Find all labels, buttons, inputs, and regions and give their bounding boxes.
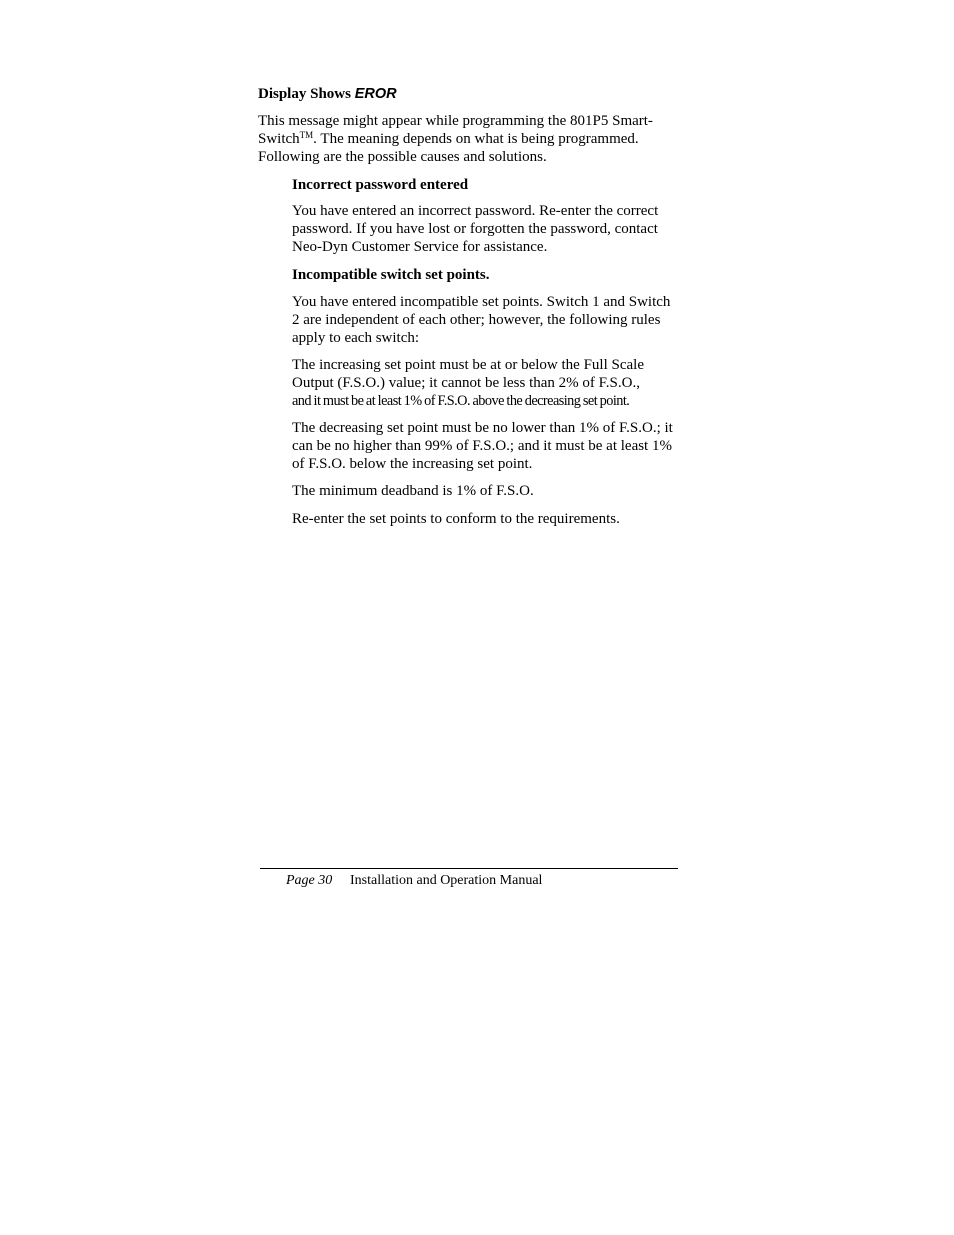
trademark-mark: TM [299, 130, 314, 140]
increasing-rule-text-condensed: and it must be at least 1% of F.S.O. above the decreasing set point. [292, 393, 630, 409]
footer-page-number: Page 30 [286, 873, 333, 888]
footer-divider [260, 868, 678, 869]
deadband-rule-paragraph: The minimum deadband is 1% of F.S.O. [292, 483, 534, 499]
cause-heading-set-points: Incompatible switch set points. [292, 267, 490, 283]
increasing-rule-paragraph [292, 356, 677, 410]
footer-manual-title: Installation and Operation Manual [350, 873, 543, 888]
intro-text-start: This message might appear while programming the 801P5 Smart-Switch [258, 113, 653, 147]
error-code: EROR [354, 86, 397, 102]
decreasing-rule-paragraph: The decreasing set point must be no lower than 1% of F.S.O.; it can be no higher than 99% of F.S.O.; and it must be at least 1% of F.S.O. below the increasing set point. [292, 420, 673, 472]
password-paragraph: You have entered an incorrect password. Re-enter the correct password. If you have lost or forgotten the password, contact Neo-Dyn Customer Service for assistance. [292, 203, 659, 255]
reenter-instruction-paragraph: Re-enter the set points to conform to the requirements. [292, 511, 620, 527]
section-heading [258, 85, 397, 103]
cause-heading-password: Incorrect password entered [292, 177, 469, 193]
section-heading-prefix: Display Shows [258, 86, 355, 102]
set-points-intro-paragraph: You have entered incompatible set points. Switch 1 and Switch 2 are independent of each other; however, the following rules apply to each switch: [292, 294, 671, 346]
increasing-rule-text: The increasing set point must be at or below the Full Scale Output (F.S.O.) value; it cannot be less than 2% of F.S.O., [292, 357, 645, 391]
intro-text-end: . The meaning depends on what is being programmed. Following are the possible causes and solutions. [258, 131, 639, 165]
intro-paragraph [258, 112, 668, 166]
